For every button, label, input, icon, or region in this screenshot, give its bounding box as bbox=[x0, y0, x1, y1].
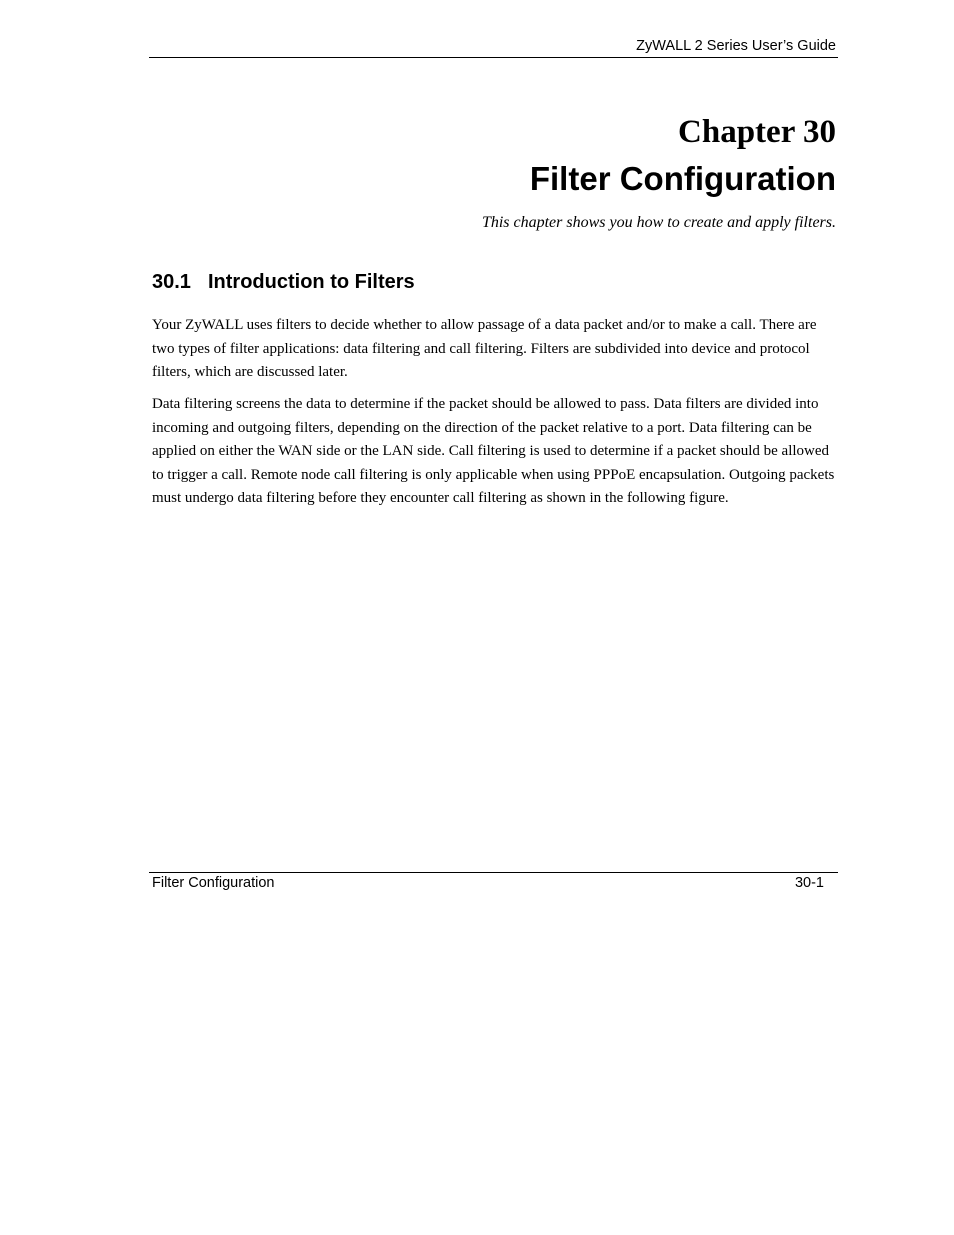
chapter-number: Chapter 30 bbox=[678, 114, 836, 150]
chapter-intro: This chapter shows you how to create and apply filters. bbox=[481, 214, 836, 231]
section-heading bbox=[152, 269, 836, 295]
body-paragraph: Data filtering screens the data to determine if the packet should be allowed to pass. Data filters are divided into incoming and outgoing filters, depending on the direction of the packet relative to a port. Data filtering can be applied on either the WAN side or the LAN side. Call filtering is used to determine if a packet should be allowed to trigger a call. Remote node call filtering is only applicable when using PPPoE encapsulation. Outgoing packets must undergo data filtering before they encounter call filtering as shown in the following figure. bbox=[152, 396, 835, 506]
section-number: 30.1 bbox=[152, 271, 191, 293]
footer-rule bbox=[149, 872, 838, 873]
footer-chapter-title: Filter Configuration bbox=[152, 875, 275, 891]
header-rule bbox=[149, 57, 838, 58]
section-title: Introduction to Filters bbox=[208, 271, 415, 293]
running-header: ZyWALL 2 Series User’s Guide bbox=[636, 38, 836, 54]
chapter-title: Filter Configuration bbox=[529, 160, 836, 197]
body-paragraph: Your ZyWALL uses filters to decide whether to allow passage of a data packet and/or to make a call. There are two types of filter applications: data filtering and call filtering. Filters are subdivided into device and protocol filters, which are discussed later. bbox=[152, 317, 817, 380]
footer-page-number: 30-1 bbox=[794, 875, 824, 891]
